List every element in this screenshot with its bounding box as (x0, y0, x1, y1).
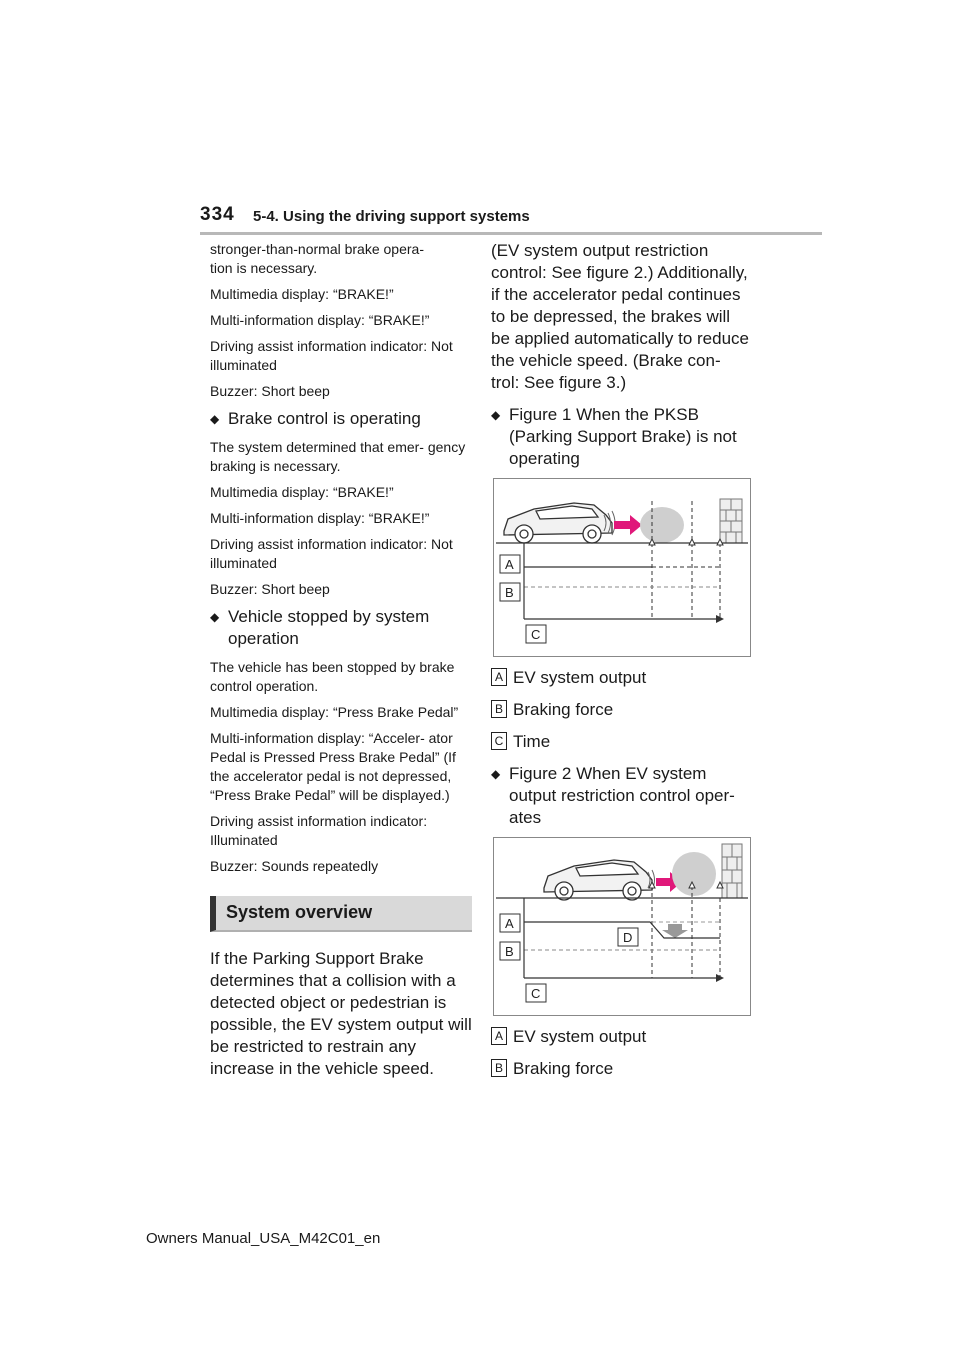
fig2-label-d: D (623, 930, 633, 945)
group3-desc: The vehicle has been stopped by brake control operation. (210, 659, 455, 694)
group1-indicator: Driving assist information indicator: Not illuminated (210, 338, 453, 373)
wall-icon (720, 499, 742, 543)
system-overview-title: System overview (226, 902, 373, 922)
legend2-key-a: A (491, 1027, 507, 1045)
detection-area (640, 507, 684, 543)
page-header (200, 204, 820, 240)
legend-key-c: C (491, 732, 507, 750)
figure-1-svg (494, 479, 750, 651)
section-title: 5-4. Using the driving support systems (253, 208, 530, 225)
group1-buzzer: Buzzer: Short beep (210, 383, 330, 399)
group2-multi-info: Multi-information display: “BRAKE!” (210, 510, 430, 526)
intro-line-1: stronger-than-normal brake opera- (210, 241, 424, 257)
restriction-paragraph: (EV system output restriction control: See figure 2.) Additionally, if the accelerator pedal continues to be depressed, the brakes will be applied automatically to reduce the vehicle speed. (Brake con- trol: See figure 3.) (491, 241, 749, 392)
page-number: 334 (200, 204, 235, 225)
fig1-label-a: A (505, 557, 514, 572)
overview-paragraph: If the Parking Support Brake determines that a collision with a detected object or pedestrian is possible, the EV system output will be restricted to restrain any increase in the vehicle speed. (210, 949, 472, 1078)
fig1-legend-b (491, 699, 753, 721)
group1-multimedia: Multimedia display: “BRAKE!” (210, 286, 394, 302)
fig2-legend-a (491, 1026, 753, 1048)
legend-text-braking: Braking force (513, 700, 614, 719)
figure1-caption: ◆ Figure 1 When the PKSB (Parking Support Brake) is not operating (491, 404, 753, 470)
fig1-legend-c (491, 731, 753, 753)
car-illustration (504, 503, 612, 543)
fig2-label-a: A (505, 916, 514, 931)
car-illustration-2 (544, 860, 652, 900)
pink-arrow-icon (614, 515, 642, 535)
header-divider (200, 232, 822, 235)
footer-text: Owners Manual_USA_M42C01_en (146, 1230, 381, 1247)
legend-key-a: A (491, 668, 507, 686)
intro-line-2: tion is necessary. (210, 260, 318, 276)
legend-text-ev-output: EV system output (513, 668, 647, 687)
group2-indicator: Driving assist information indicator: Not illuminated (210, 536, 453, 571)
fig1-label-b: B (505, 585, 514, 600)
legend2-text-ev-output: EV system output (513, 1027, 647, 1046)
group3-multimedia: Multimedia display: “Press Brake Pedal” (210, 704, 459, 720)
legend2-key-b: B (491, 1059, 507, 1077)
figure-1-diagram (493, 478, 751, 657)
legend-key-b: B (491, 700, 507, 718)
group2-buzzer: Buzzer: Short beep (210, 581, 330, 597)
fig1-label-c: C (531, 627, 541, 642)
figure-2-svg (494, 838, 750, 1010)
fig1-legend-a (491, 667, 753, 689)
legend2-text-braking: Braking force (513, 1059, 614, 1078)
legend-text-time: Time (513, 732, 551, 751)
left-column (210, 240, 472, 1080)
bullet-brake-control: ◆ Brake control is operating (210, 408, 472, 430)
detection-area-2 (672, 852, 716, 896)
reduce-arrow-icon (662, 924, 688, 938)
group2-multimedia: Multimedia display: “BRAKE!” (210, 484, 394, 500)
fig2-legend-b (491, 1058, 753, 1080)
figure2-caption: ◆ Figure 2 When EV system output restriction control oper- ates (491, 763, 753, 829)
group1-multi-info: Multi-information display: “BRAKE!” (210, 312, 430, 328)
group3-indicator: Driving assist information indicator: Illuminated (210, 813, 428, 848)
group2-desc: The system determined that emer- gency braking is necessary. (210, 439, 466, 474)
right-column (491, 240, 753, 1090)
wall-icon-2 (722, 844, 742, 898)
fig2-label-b: B (505, 944, 514, 959)
system-overview-heading (210, 896, 472, 932)
bullet-vehicle-stopped: ◆ Vehicle stopped by system operation (210, 606, 472, 650)
group3-multi-info: Multi-information display: “Acceler- ator Pedal is Pressed Press Brake Pedal” (If the accelerator pedal is not depressed, “Press Brake Pedal” will be displayed.) (210, 730, 456, 803)
intro-text (210, 240, 472, 278)
figure-2-diagram (493, 837, 751, 1016)
fig2-label-c: C (531, 986, 541, 1001)
time-markers-2 (652, 886, 720, 978)
group3-buzzer: Buzzer: Sounds repeatedly (210, 858, 379, 874)
